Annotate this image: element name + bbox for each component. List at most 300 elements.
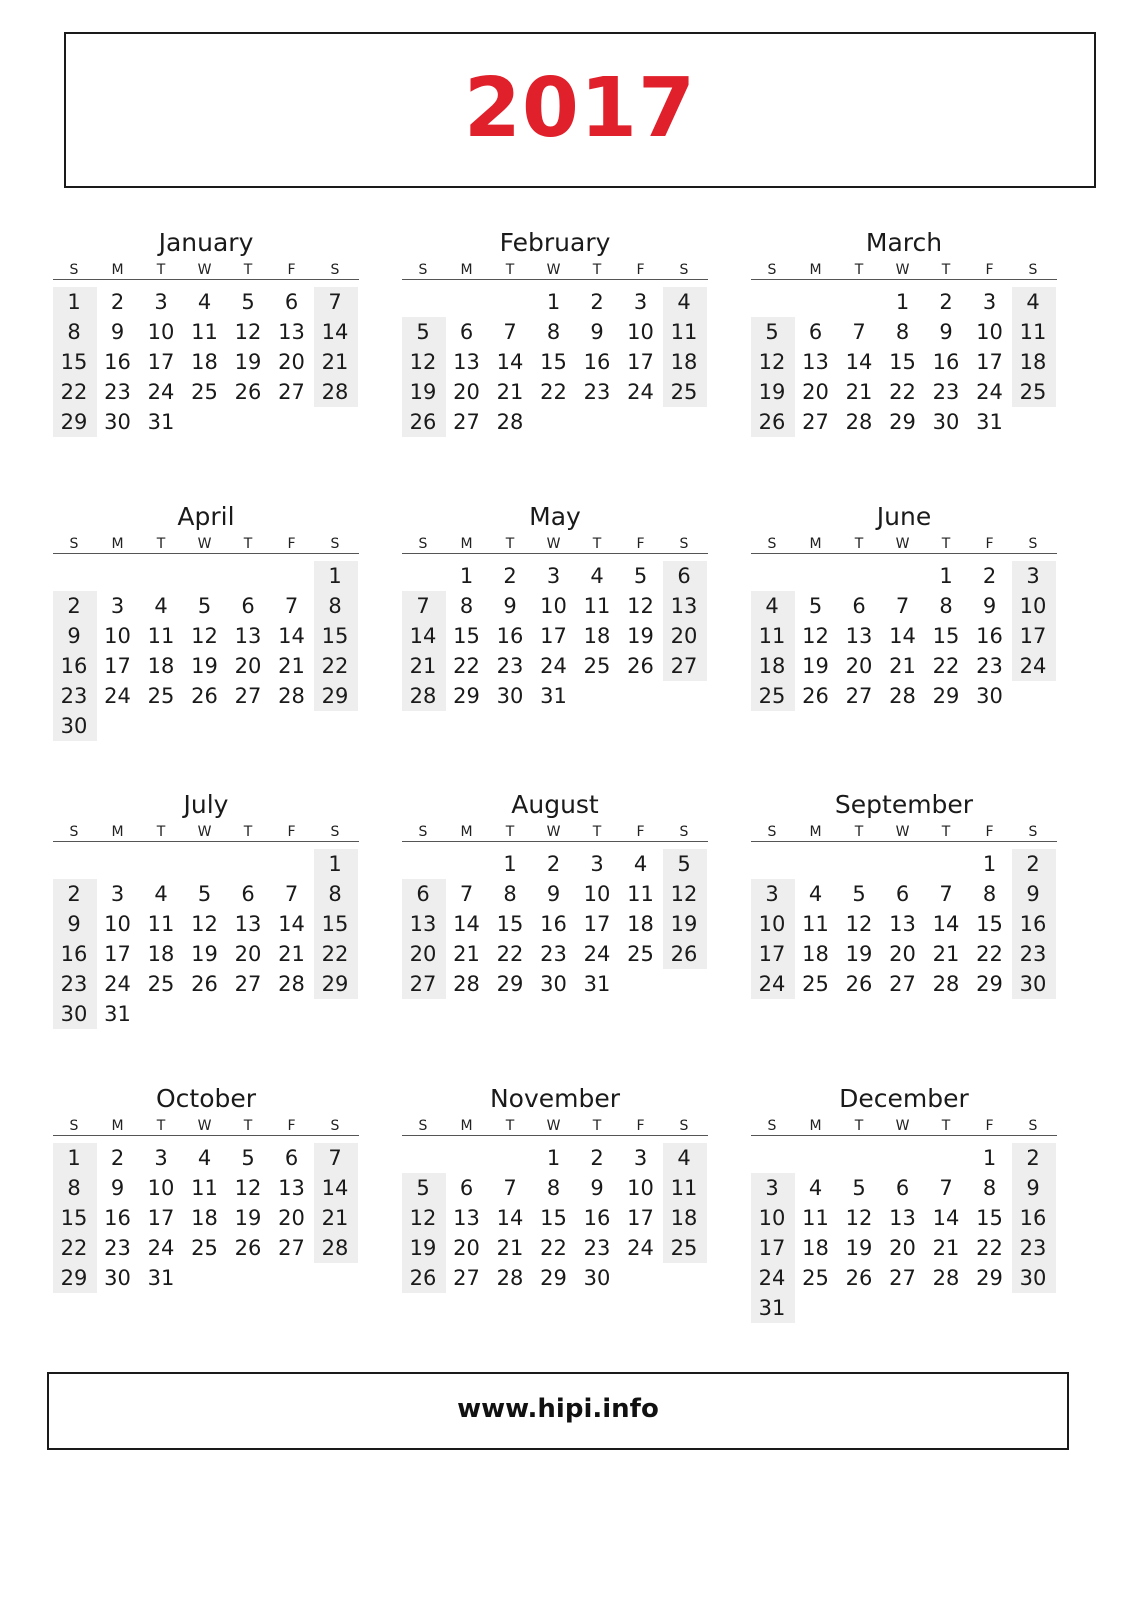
weekday-label: W (197, 1118, 212, 1134)
day-cell: 11 (147, 912, 175, 936)
day-cell: 16 (583, 1206, 611, 1230)
day-cell: 10 (627, 320, 654, 344)
day-cell: 18 (758, 654, 786, 678)
day-cell: 10 (758, 1206, 786, 1230)
day-cell: 17 (104, 942, 131, 966)
day-cell: 6 (284, 1146, 299, 1170)
day-cell: 21 (845, 380, 873, 404)
day-cell: 15 (540, 350, 567, 374)
day-cell: 20 (409, 942, 437, 966)
weekday-label: S (1028, 824, 1038, 840)
day-cell: 24 (104, 684, 131, 708)
day-cell: 2 (110, 1146, 125, 1170)
website-url[interactable]: www.hipi.info (457, 1394, 659, 1424)
day-cell: 17 (104, 654, 131, 678)
day-cell: 21 (932, 1236, 960, 1260)
day-cell: 27 (234, 972, 262, 996)
day-cell: 27 (234, 684, 262, 708)
day-cell: 28 (453, 972, 480, 996)
day-cell: 5 (765, 320, 779, 344)
weekday-label: S (767, 262, 777, 278)
day-cell: 1 (982, 1146, 997, 1170)
day-cell: 9 (590, 320, 604, 344)
day-cell: 9 (67, 624, 81, 648)
day-cell: 29 (453, 684, 480, 708)
day-cell: 10 (583, 882, 611, 906)
day-cell: 11 (191, 320, 218, 344)
day-cell: 27 (845, 684, 873, 708)
day-cell: 23 (104, 1236, 131, 1260)
day-cell: 12 (191, 624, 218, 648)
weekday-header (751, 1118, 1057, 1136)
day-cell: 1 (67, 290, 81, 314)
month-name: September (834, 790, 974, 819)
day-cell: 14 (321, 320, 349, 344)
day-cell: 15 (60, 1206, 88, 1230)
day-cell: 30 (104, 1266, 131, 1290)
day-cell: 26 (845, 1266, 873, 1290)
day-cell: 28 (278, 972, 305, 996)
day-cell: 30 (583, 1266, 611, 1290)
day-cell: 30 (104, 410, 131, 434)
weekday-label: S (330, 262, 340, 278)
day-cell: 11 (670, 1176, 698, 1200)
weekday-label: T (854, 536, 864, 552)
day-cell: 29 (889, 410, 916, 434)
day-cell: 2 (67, 882, 81, 906)
day-cell: 8 (503, 882, 517, 906)
day-cell: 7 (939, 1176, 953, 1200)
day-cell: 14 (932, 1206, 960, 1230)
weekday-label: F (985, 824, 994, 840)
day-cell: 23 (540, 942, 567, 966)
day-cell: 7 (939, 882, 953, 906)
weekday-label: T (156, 824, 166, 840)
day-cell: 27 (889, 1266, 916, 1290)
day-cell: 23 (1019, 1236, 1047, 1260)
day-cell: 27 (453, 1266, 480, 1290)
day-cell: 12 (845, 1206, 873, 1230)
day-cell: 15 (321, 912, 349, 936)
year-title: 2017 (463, 61, 697, 156)
weekday-label: S (767, 536, 777, 552)
weekday-label: S (418, 536, 428, 552)
day-cell: 15 (540, 1206, 567, 1230)
day-cell: 5 (852, 1176, 866, 1200)
day-cell: 16 (104, 350, 131, 374)
day-cell: 10 (104, 912, 131, 936)
day-cell: 17 (627, 350, 654, 374)
weekday-label: S (418, 262, 428, 278)
day-cell: 13 (409, 912, 437, 936)
day-cell: 19 (845, 942, 873, 966)
day-cell: 14 (278, 624, 305, 648)
weekday-label: F (287, 824, 296, 840)
day-cell: 15 (889, 350, 916, 374)
day-cell: 17 (540, 624, 567, 648)
day-cell: 2 (503, 564, 517, 588)
day-cell: 6 (895, 882, 910, 906)
day-cell: 8 (459, 594, 474, 618)
weekday-label: F (287, 262, 296, 278)
day-cell: 31 (540, 684, 567, 708)
day-cell: 28 (845, 410, 873, 434)
weekday-label: T (156, 1118, 166, 1134)
weekday-header (53, 824, 359, 842)
day-cell: 31 (583, 972, 611, 996)
day-cell: 8 (67, 320, 81, 344)
day-cell: 1 (328, 564, 342, 588)
day-cell: 18 (670, 1206, 698, 1230)
day-cell: 28 (496, 1266, 524, 1290)
weekday-label: S (679, 536, 689, 552)
day-cell: 26 (802, 684, 829, 708)
day-cell: 1 (503, 852, 517, 876)
day-cell: 4 (808, 1176, 823, 1200)
day-cell: 11 (147, 624, 175, 648)
day-cell: 30 (540, 972, 567, 996)
day-cell: 12 (627, 594, 654, 618)
day-cell: 10 (147, 320, 175, 344)
day-cell: 22 (976, 1236, 1003, 1260)
weekday-label: F (985, 536, 994, 552)
day-cell: 17 (758, 1236, 786, 1260)
day-cell: 5 (416, 320, 430, 344)
weekday-label: S (1028, 1118, 1038, 1134)
day-cell: 11 (758, 624, 786, 648)
weekday-header (402, 262, 708, 280)
title-box (64, 32, 1096, 188)
weekday-label: M (809, 824, 822, 840)
day-cell: 26 (845, 972, 873, 996)
weekday-label: M (460, 262, 473, 278)
weekday-label: W (895, 824, 910, 840)
day-cell: 16 (60, 654, 88, 678)
day-cell: 13 (453, 1206, 480, 1230)
weekday-label: T (156, 262, 166, 278)
weekday-label: M (111, 1118, 124, 1134)
weekday-label: F (287, 536, 296, 552)
day-cell: 1 (895, 290, 910, 314)
day-cell: 24 (1019, 654, 1047, 678)
day-cell: 6 (284, 290, 299, 314)
weekday-label: W (546, 536, 561, 552)
day-cell: 17 (147, 1206, 175, 1230)
day-cell: 12 (234, 320, 262, 344)
day-cell: 13 (453, 350, 480, 374)
day-cell: 5 (808, 594, 823, 618)
day-cell: 24 (147, 380, 175, 404)
day-cell: 18 (191, 350, 218, 374)
day-cell: 24 (540, 654, 567, 678)
day-cell: 9 (546, 882, 561, 906)
day-cell: 23 (496, 654, 524, 678)
day-cell: 6 (241, 594, 255, 618)
day-cell: 9 (110, 1176, 125, 1200)
month-name: March (865, 228, 943, 257)
day-cell: 22 (540, 1236, 567, 1260)
day-cell: 8 (328, 882, 342, 906)
weekday-header (402, 824, 708, 842)
month-name: February (499, 228, 611, 257)
weekday-label: S (679, 1118, 689, 1134)
day-cell: 13 (845, 624, 873, 648)
day-cell: 14 (496, 1206, 524, 1230)
day-cell: 20 (453, 1236, 480, 1260)
day-cell: 28 (496, 410, 524, 434)
weekday-label: S (418, 824, 428, 840)
day-cell: 20 (453, 380, 480, 404)
day-cell: 27 (453, 410, 480, 434)
day-cell: 20 (670, 624, 698, 648)
day-cell: 18 (191, 1206, 218, 1230)
day-cell: 3 (633, 1146, 648, 1170)
day-cell: 19 (409, 380, 437, 404)
weekday-label: T (505, 1118, 515, 1134)
day-cell: 14 (409, 624, 437, 648)
weekday-label: F (636, 824, 645, 840)
day-cell: 9 (1026, 1176, 1040, 1200)
weekday-header (402, 536, 708, 554)
day-cell: 3 (546, 564, 561, 588)
day-cell: 7 (852, 320, 866, 344)
day-cell: 29 (60, 1266, 88, 1290)
day-cell: 16 (976, 624, 1003, 648)
weekday-label: T (243, 262, 253, 278)
day-cell: 23 (932, 380, 960, 404)
day-cell: 14 (932, 912, 960, 936)
weekday-label: S (69, 1118, 79, 1134)
day-cell: 4 (1026, 290, 1040, 314)
day-cell: 17 (627, 1206, 654, 1230)
weekday-label: S (767, 1118, 777, 1134)
month-name: November (489, 1084, 621, 1113)
day-cell: 15 (976, 912, 1003, 936)
day-cell: 23 (60, 972, 88, 996)
day-cell: 6 (852, 594, 866, 618)
day-cell: 26 (234, 1236, 262, 1260)
day-cell: 24 (583, 942, 611, 966)
day-cell: 5 (633, 564, 648, 588)
day-cell: 6 (895, 1176, 910, 1200)
day-cell: 4 (590, 564, 604, 588)
day-cell: 23 (976, 654, 1003, 678)
day-cell: 8 (328, 594, 342, 618)
weekday-label: T (243, 1118, 253, 1134)
day-cell: 12 (409, 350, 437, 374)
day-cell: 22 (540, 380, 567, 404)
day-cell: 16 (932, 350, 960, 374)
day-cell: 12 (758, 350, 786, 374)
day-cell: 5 (677, 852, 691, 876)
day-cell: 3 (765, 882, 779, 906)
weekday-label: S (679, 824, 689, 840)
day-cell: 9 (982, 594, 997, 618)
month-name: May (529, 502, 581, 531)
day-cell: 21 (453, 942, 480, 966)
day-cell: 25 (583, 654, 611, 678)
day-cell: 13 (234, 624, 262, 648)
day-cell: 27 (802, 410, 829, 434)
day-cell: 18 (147, 942, 175, 966)
month-name: April (177, 502, 235, 531)
day-cell: 2 (546, 852, 561, 876)
day-cell: 31 (147, 1266, 175, 1290)
day-cell: 23 (104, 380, 131, 404)
day-cell: 17 (583, 912, 611, 936)
weekday-label: S (679, 262, 689, 278)
day-cell: 22 (889, 380, 916, 404)
day-cell: 2 (590, 290, 604, 314)
day-cell: 19 (234, 350, 262, 374)
weekday-label: W (546, 262, 561, 278)
day-cell: 21 (889, 654, 916, 678)
day-cell: 15 (976, 1206, 1003, 1230)
day-cell: 22 (496, 942, 524, 966)
weekday-label: S (69, 262, 79, 278)
day-cell: 15 (321, 624, 349, 648)
day-cell: 16 (496, 624, 524, 648)
day-cell: 7 (284, 882, 299, 906)
day-cell: 14 (453, 912, 480, 936)
day-cell: 23 (583, 380, 611, 404)
day-cell: 22 (453, 654, 480, 678)
day-cell: 25 (758, 684, 786, 708)
day-cell: 17 (758, 942, 786, 966)
day-cell: 5 (241, 290, 255, 314)
day-cell: 19 (627, 624, 654, 648)
day-cell: 5 (197, 594, 212, 618)
day-cell: 19 (409, 1236, 437, 1260)
day-cell: 7 (416, 594, 430, 618)
weekday-label: T (941, 262, 951, 278)
day-cell: 28 (321, 1236, 349, 1260)
day-cell: 2 (1026, 852, 1040, 876)
day-cell: 29 (976, 972, 1003, 996)
day-cell: 27 (409, 972, 437, 996)
day-cell: 13 (889, 1206, 916, 1230)
day-cell: 2 (939, 290, 953, 314)
day-cell: 26 (670, 942, 698, 966)
day-cell: 6 (459, 1176, 474, 1200)
weekday-label: M (809, 1118, 822, 1134)
day-cell: 19 (845, 1236, 873, 1260)
weekday-label: M (809, 262, 822, 278)
day-cell: 31 (104, 1002, 131, 1026)
day-cell: 26 (409, 1266, 437, 1290)
day-cell: 1 (939, 564, 953, 588)
day-cell: 25 (627, 942, 654, 966)
day-cell: 24 (627, 1236, 654, 1260)
weekday-label: S (330, 536, 340, 552)
day-cell: 4 (197, 290, 212, 314)
day-cell: 22 (60, 380, 88, 404)
day-cell: 29 (321, 972, 349, 996)
day-cell: 17 (976, 350, 1003, 374)
day-cell: 28 (278, 684, 305, 708)
month-name: December (839, 1084, 969, 1113)
day-cell: 7 (895, 594, 910, 618)
day-cell: 21 (932, 942, 960, 966)
day-cell: 30 (496, 684, 524, 708)
weekday-label: S (1028, 262, 1038, 278)
month-name: July (183, 790, 229, 819)
day-cell: 1 (328, 852, 342, 876)
weekday-label: W (546, 824, 561, 840)
day-cell: 3 (110, 594, 125, 618)
weekday-label: F (636, 262, 645, 278)
day-cell: 9 (110, 320, 125, 344)
day-cell: 18 (670, 350, 698, 374)
day-cell: 25 (670, 380, 698, 404)
weekday-label: S (69, 536, 79, 552)
day-cell: 21 (496, 1236, 524, 1260)
day-cell: 13 (278, 320, 305, 344)
day-cell: 8 (939, 594, 953, 618)
weekday-header (751, 824, 1057, 842)
weekday-label: T (941, 824, 951, 840)
day-cell: 9 (1026, 882, 1040, 906)
day-cell: 21 (278, 654, 305, 678)
day-cell: 19 (191, 942, 218, 966)
day-cell: 15 (453, 624, 480, 648)
weekday-label: T (156, 536, 166, 552)
day-cell: 21 (496, 380, 524, 404)
day-cell: 24 (758, 972, 786, 996)
day-cell: 23 (60, 684, 88, 708)
weekday-label: F (985, 1118, 994, 1134)
weekday-label: M (460, 1118, 473, 1134)
day-cell: 28 (321, 380, 349, 404)
day-cell: 10 (758, 912, 786, 936)
day-cell: 28 (889, 684, 916, 708)
day-cell: 7 (503, 1176, 517, 1200)
day-cell: 31 (147, 410, 175, 434)
weekday-label: M (111, 824, 124, 840)
day-cell: 13 (234, 912, 262, 936)
day-cell: 19 (802, 654, 829, 678)
weekday-label: F (636, 536, 645, 552)
day-cell: 31 (758, 1296, 786, 1320)
day-cell: 27 (670, 654, 698, 678)
day-cell: 7 (459, 882, 474, 906)
weekday-label: W (197, 262, 212, 278)
day-cell: 25 (191, 380, 218, 404)
weekday-label: W (895, 262, 910, 278)
day-cell: 21 (409, 654, 437, 678)
day-cell: 3 (154, 1146, 168, 1170)
day-cell: 11 (670, 320, 698, 344)
weekday-header (402, 1118, 708, 1136)
day-cell: 10 (147, 1176, 175, 1200)
day-cell: 15 (496, 912, 524, 936)
weekday-label: T (243, 824, 253, 840)
day-cell: 12 (191, 912, 218, 936)
day-cell: 6 (241, 882, 255, 906)
day-cell: 3 (765, 1176, 779, 1200)
day-cell: 10 (1019, 594, 1047, 618)
day-cell: 24 (104, 972, 131, 996)
day-cell: 21 (321, 1206, 349, 1230)
day-cell: 1 (982, 852, 997, 876)
day-cell: 25 (1019, 380, 1047, 404)
day-cell: 30 (1019, 972, 1047, 996)
day-cell: 30 (60, 1002, 88, 1026)
day-cell: 22 (321, 942, 349, 966)
day-cell: 21 (321, 350, 349, 374)
day-cell: 18 (583, 624, 611, 648)
weekday-header (53, 536, 359, 554)
